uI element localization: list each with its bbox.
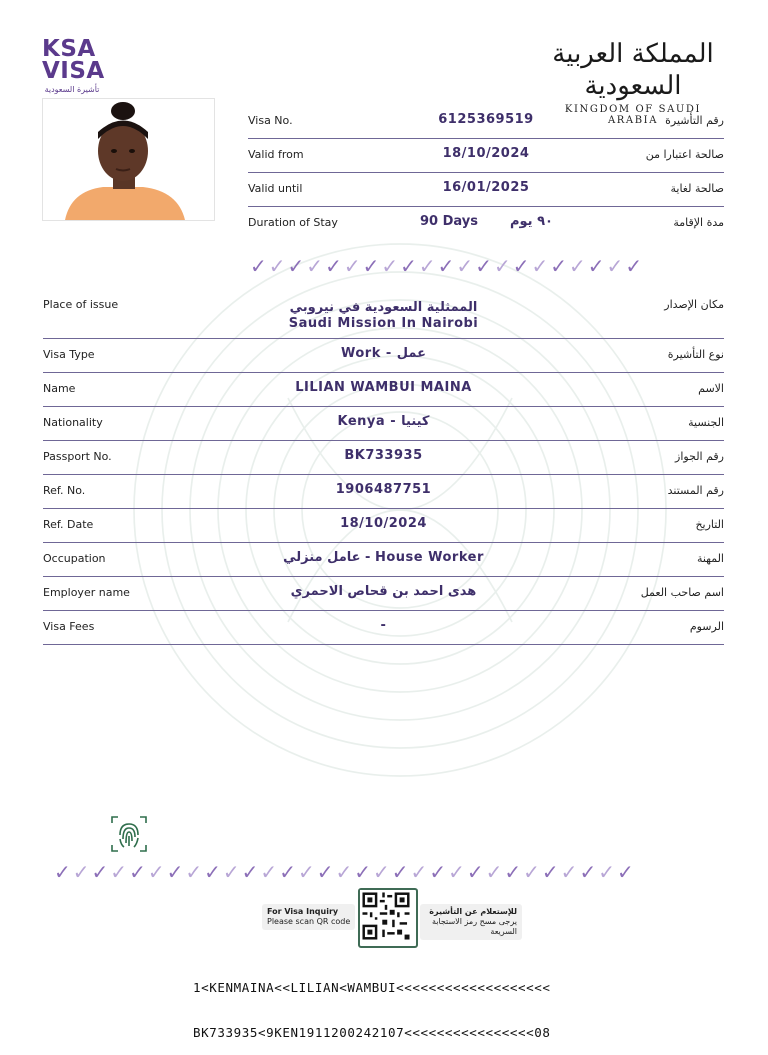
security-tick-icon: ✓ bbox=[587, 254, 605, 278]
security-tick-icon: ✓ bbox=[493, 254, 511, 278]
applicant-photo bbox=[42, 98, 215, 221]
field-ref-no bbox=[43, 474, 724, 509]
security-tick-icon: ✓ bbox=[91, 860, 109, 884]
qr-code-icon bbox=[360, 890, 412, 942]
security-tick-icon: ✓ bbox=[400, 254, 417, 278]
security-tick-icon: ✓ bbox=[531, 254, 549, 278]
inquiry-ar-label bbox=[420, 904, 522, 940]
security-tick-icon: ✓ bbox=[625, 254, 643, 278]
field-label: Visa Fees bbox=[43, 620, 95, 633]
field-label: Name bbox=[43, 382, 76, 395]
inquiry-ar-title: للإستعلام عن التأشيرة bbox=[429, 907, 517, 916]
field-value: 18/10/2024 bbox=[442, 146, 530, 161]
security-tick-icon: ✓ bbox=[391, 860, 409, 884]
field-label: Passport No. bbox=[43, 450, 112, 463]
security-tick-icon: ✓ bbox=[185, 860, 203, 884]
field-ref-date bbox=[43, 508, 724, 543]
field-duration bbox=[248, 206, 724, 240]
field-value: 16/01/2025 bbox=[442, 180, 530, 195]
security-tick-icon: ✓ bbox=[569, 254, 586, 278]
field-label: Visa Type bbox=[43, 348, 95, 361]
field-value: 1906487751 bbox=[335, 482, 432, 497]
security-tick-icon: ✓ bbox=[316, 860, 334, 884]
security-tick-icon: ✓ bbox=[260, 860, 278, 884]
security-tick-icon: ✓ bbox=[437, 254, 455, 278]
ksa-visa-logo bbox=[42, 38, 105, 94]
field-occupation bbox=[43, 542, 724, 577]
field-value: - bbox=[380, 618, 387, 633]
security-tick-icon: ✓ bbox=[268, 254, 286, 278]
security-tick-icon: ✓ bbox=[335, 860, 353, 884]
field-value: BK733935 bbox=[344, 448, 423, 463]
duration-days-ar: ٩٠ يوم bbox=[510, 214, 553, 229]
mrz-line-2: BK733935<9KEN1911200242107<<<<<<<<<<<<<<<<08 bbox=[193, 1025, 551, 1040]
security-tick-icon: ✓ bbox=[429, 860, 447, 884]
field-valid-from bbox=[248, 138, 724, 173]
security-tick-icon: ✓ bbox=[72, 860, 90, 884]
inquiry-en-label bbox=[262, 904, 355, 930]
field-label-ar: صالحة اعتبارا من bbox=[645, 148, 724, 161]
security-tick-icon: ✓ bbox=[456, 254, 474, 278]
field-label: Employer name bbox=[43, 586, 130, 599]
field-label-ar: مدة الإقامة bbox=[673, 216, 724, 229]
field-employer-name bbox=[43, 576, 724, 611]
security-tick-icon: ✓ bbox=[579, 860, 597, 884]
security-tick-icon: ✓ bbox=[354, 860, 372, 884]
brand-subtitle: تأشيرة السعودية bbox=[44, 85, 100, 94]
field-label: Ref. Date bbox=[43, 518, 94, 531]
security-tick-icon: ✓ bbox=[222, 860, 240, 884]
security-tick-icon: ✓ bbox=[523, 860, 540, 884]
field-value: هدى احمد بن قحاص الاحمري bbox=[290, 584, 477, 599]
field-passport-no bbox=[43, 440, 724, 475]
inquiry-ar-sub: يرجى مسح رمز الاستجابة السريعة bbox=[431, 917, 517, 936]
security-tick-icon: ✓ bbox=[204, 860, 221, 884]
field-label-ar: التاريخ bbox=[695, 518, 724, 531]
field-label: Ref. No. bbox=[43, 484, 86, 497]
field-label-ar: اسم صاحب العمل bbox=[640, 586, 724, 599]
field-label-ar: المهنة bbox=[696, 552, 724, 565]
kingdom-arabic-calligraphy: المملكة العربية السعودية bbox=[552, 39, 714, 101]
field-label: Place of issue bbox=[43, 298, 119, 311]
security-tick-icon: ✓ bbox=[410, 860, 428, 884]
field-value: Saudi Mission In Nairobi bbox=[288, 316, 479, 331]
security-tick-icon: ✓ bbox=[279, 860, 296, 884]
security-tick-icon: ✓ bbox=[541, 860, 559, 884]
security-tick-icon: ✓ bbox=[616, 860, 634, 884]
security-tick-icon: ✓ bbox=[129, 860, 146, 884]
fingerprint-icon bbox=[110, 815, 148, 853]
security-tick-icon: ✓ bbox=[550, 254, 568, 278]
security-tick-icon: ✓ bbox=[418, 254, 436, 278]
kingdom-english: KINGDOM OF SAUDI ARABIA bbox=[564, 104, 702, 126]
security-tick-icon: ✓ bbox=[560, 860, 578, 884]
brand-line-2: VISA bbox=[42, 58, 105, 84]
security-tick-icon: ✓ bbox=[381, 254, 399, 278]
field-label: Valid until bbox=[248, 182, 303, 195]
field-value: 6125369519 bbox=[438, 112, 534, 127]
security-tick-icon: ✓ bbox=[466, 860, 484, 884]
security-tick-icon: ✓ bbox=[287, 254, 305, 278]
security-tick-icon: ✓ bbox=[598, 860, 615, 884]
security-tick-icon: ✓ bbox=[147, 860, 165, 884]
field-value: LILIAN WAMBUI MAINA bbox=[295, 380, 472, 395]
security-tick-icon: ✓ bbox=[362, 254, 380, 278]
field-label-ar: نوع التأشيرة bbox=[667, 348, 724, 361]
field-label-ar: صالحة لغاية bbox=[670, 182, 724, 195]
field-place-of-issue bbox=[43, 292, 724, 339]
field-value: عامل منزلي - House Worker bbox=[283, 550, 484, 565]
security-tick-icon: ✓ bbox=[166, 860, 184, 884]
security-tick-icon: ✓ bbox=[373, 860, 390, 884]
security-tick-icon: ✓ bbox=[110, 860, 128, 884]
brand-line-1: KSA bbox=[42, 36, 96, 62]
field-label-ar: الجنسية bbox=[688, 416, 724, 429]
inquiry-en-title: For Visa Inquiry bbox=[267, 907, 339, 916]
field-label-ar: مكان الإصدار bbox=[664, 298, 724, 311]
field-label-ar: رقم التأشيرة bbox=[665, 114, 724, 127]
field-valid-until bbox=[248, 172, 724, 207]
security-tick-icon: ✓ bbox=[485, 860, 503, 884]
field-label-ar: رقم المستند bbox=[667, 484, 724, 497]
field-label: Occupation bbox=[43, 552, 106, 565]
visa-inquiry-section bbox=[262, 888, 522, 944]
security-tick-icon: ✓ bbox=[306, 254, 324, 278]
field-label: Visa No. bbox=[248, 114, 293, 127]
security-tick-icon: ✓ bbox=[512, 254, 530, 278]
field-value: Kenya - كينيا bbox=[337, 414, 430, 429]
duration-days-en: 90 Days bbox=[420, 214, 478, 229]
security-tick-icon: ✓ bbox=[325, 254, 342, 278]
field-label-ar: رقم الجواز bbox=[675, 450, 724, 463]
field-value: Work - عمل bbox=[340, 346, 426, 361]
mrz-line-1: 1<KENMAINA<<LILIAN<WAMBUI<<<<<<<<<<<<<<<<<<< bbox=[193, 980, 551, 995]
security-tick-icon: ✓ bbox=[250, 254, 267, 278]
field-value: 18/10/2024 bbox=[340, 516, 427, 531]
security-tick-icon: ✓ bbox=[54, 860, 71, 884]
security-tick-icon: ✓ bbox=[343, 254, 361, 278]
field-label: Valid from bbox=[248, 148, 304, 161]
field-name bbox=[43, 372, 724, 407]
field-visa-no bbox=[248, 104, 724, 139]
security-tick-icon: ✓ bbox=[475, 254, 492, 278]
field-label-ar: الاسم bbox=[698, 382, 724, 395]
security-tick-row bbox=[250, 256, 642, 276]
security-tick-icon: ✓ bbox=[297, 860, 315, 884]
security-tick-icon: ✓ bbox=[448, 860, 465, 884]
field-visa-type bbox=[43, 338, 724, 373]
field-value-ar: الممثلية السعودية في نيروبي bbox=[289, 300, 478, 315]
mrz-zone bbox=[193, 950, 551, 1055]
field-nationality bbox=[43, 406, 724, 441]
inquiry-en-sub: Please scan QR code bbox=[267, 917, 351, 926]
field-label: Duration of Stay bbox=[248, 216, 338, 229]
security-tick-row-bottom bbox=[54, 862, 634, 882]
qr-code[interactable] bbox=[358, 888, 418, 948]
field-label: Nationality bbox=[43, 416, 103, 429]
field-label-ar: الرسوم bbox=[689, 620, 724, 633]
security-tick-icon: ✓ bbox=[241, 860, 259, 884]
field-visa-fees bbox=[43, 610, 724, 645]
security-tick-icon: ✓ bbox=[504, 860, 522, 884]
security-tick-icon: ✓ bbox=[606, 254, 624, 278]
